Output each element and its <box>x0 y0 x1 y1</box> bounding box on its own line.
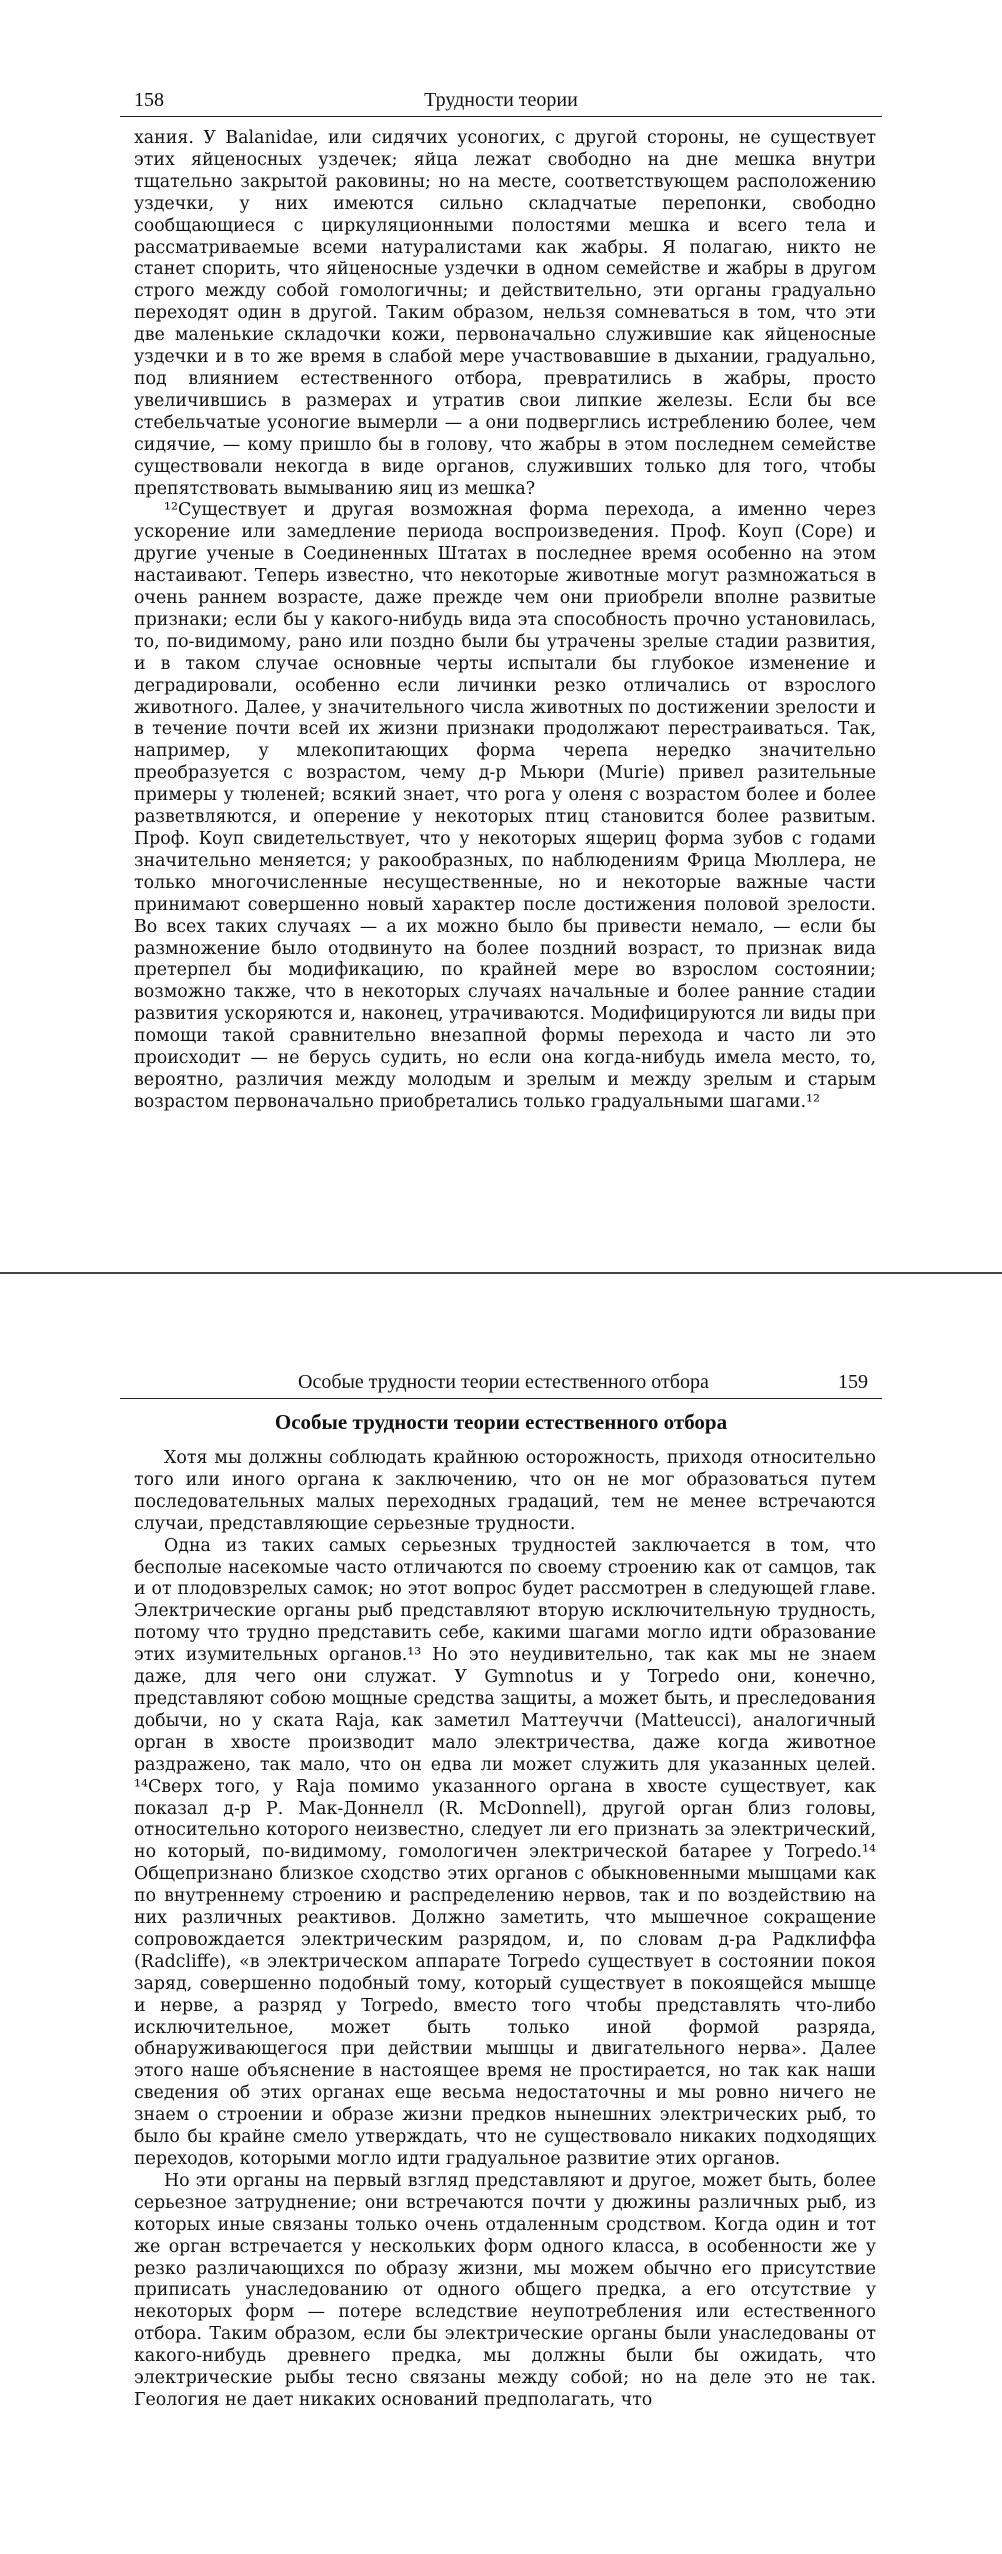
paragraph: хания. У Balanidae, или сидячих усоногих, с другой стороны, не существует этих яйценосных уздечек; яйца лежат свободно на дне мешка внутри тщательно закрытой раковины; но на месте, соответствующем расположению уздечки, у них имеются сильно складчатые перепонки, свободно сообщающиеся с циркуляционными полостями мешка и всего тела и рассматриваемые всеми натуралистами как жабры. Я полагаю, никто не станет спорить, что яйценосные уздечки в одном семействе и жабры в другом строго между собой гомологичны; и действительно, эти органы градуально переходят один в другой. Таким образом, нельзя сомневаться в том, что эти две маленькие складочки кожи, первоначально служившие как яйценосные уздечки и в то же время в слабой мере участвовавшие в дыхании, градуально, под влиянием естественного отбора, превратились в жабры, просто увеличившись в размерах и утратив свои липкие железы. Если бы все стебельчатые усоногие вымерли — а они подверглись истреблению более, чем сидячие, — кому пришло бы в голову, что жабры в этом последнем семействе существовали некогда в виде органов, служивших только для того, чтобы препятствовать вымыванию яиц из мешка? <box>134 128 876 499</box>
body-text <box>134 128 876 1114</box>
page-158 <box>0 0 1002 1272</box>
paragraph: Одна из таких самых серьезных трудностей заключается в том, что бесполые насекомые часто отличаются по своему строению как от самцов, так и от плодовзрелых самок; но этот вопрос будет рассмотрен в следующей главе. Электрические органы рыб представляют вторую исключительную трудность, потому что трудно представить себе, какими шагами могло идти образование этих изумительных органов.¹³ Но это неудивительно, так как мы не знаем даже, для чего они служат. У Gymnotus и у Torpedo они, конечно, представляют собою мощные средства защиты, а может быть, и преследования добычи, но у ската Raja, как заметил Маттеуччи (Matteucci), аналогичный орган в хвосте производит мало электричества, даже когда животное раздражено, так мало, что он едва ли может служить для указанных целей. ¹⁴Сверх того, у Raja помимо указанного органа в хвосте существует, как показал д-р Р. Мак-Доннелл (R. McDonnell), другой орган близ головы, относительно которого неизвестно, следует ли его признать за электрический, но который, по-видимому, гомологичен электрической батарее у Torpedo.¹⁴ Общепризнано близкое сходство этих органов с обыкновенными мышцами как по внутреннему строению и распределению нервов, так и по воздействию на них различных реактивов. Должно заметить, что мышечное сокращение сопровождается электрическим разрядом, и, по словам д-ра Радклиффа (Radcliffe), «в электрическом аппарате Torpedo существует в состоянии покоя заряд, совершенно подобный тому, который существует в покоящейся мышце и нерве, а разряд у Torpedo, вместо того чтобы представлять что-либо исключительное, может быть только иной формой разряда, обнаруживающегося при действии мышцы и двигательного нерва». Далее этого наше объяснение в настоящее время не простирается, но так как наши сведения об этих органах еще весьма недостаточны и мы ровно ничего не знаем о строении и образе жизни предков нынешних электрических рыб, то было бы крайне смело утверждать, что не существовало никаких подходящих переходов, которыми могло идти градуальное развитие этих органов. <box>134 1535 876 2169</box>
section-title: Особые трудности теории естественного отбора <box>274 1410 728 1434</box>
paragraph: ¹²Существует и другая возможная форма перехода, а именно через ускорение или замедление периода воспроизведения. Проф. Коуп (Cope) и другие ученые в Соединенных Штатах в последнее время особенно на этом настаивают. Теперь известно, что некоторые животные могут размножаться в очень раннем возрасте, даже прежде чем они приобрели вполне развитые признаки; если бы у какого-нибудь вида эта способность прочно установилась, то, по-видимому, рано или поздно были бы утрачены зрелые стадии развития, и в таком случае основные черты испытали бы глубокое изменение и деградировали, особенно если личинки резко отличались от взрослого животного. Далее, у значительного числа животных по достижении зрелости и в течение почти всей их жизни признаки продолжают перестраиваться. Так, например, у млекопитающих форма черепа нередко значительно преобразуется с возрастом, чему д-р Мьюри (Murie) привел разительные примеры у тюленей; всякий знает, что рога у оленя с возрастом более и более разветвляются, и оперение у некоторых птиц становится более развитым. Проф. Коуп свидетельствует, что у некоторых ящериц форма зубов с годами значительно меняется; у ракообразных, по наблюдениям Фрица Мюллера, не только многочисленные несущественные, но и некоторые важные части принимают совершенно новый характер после достижения половой зрелости. Во всех таких случаях — а их можно было бы привести немало, — если бы размножение было отодвинуто на более поздний возраст, то признак вида претерпел бы модификацию, по крайней мере во взрослом состоянии; возможно также, что в некоторых случаях начальные и более ранние стадии развития ускоряются и, наконец, утрачиваются. Модифицируются ли виды при помощи такой сравнительно внезапной формы перехода и часто ли это происходит — не берусь судить, но если она когда-нибудь имела место, то, вероятно, различия между молодым и зрелым и между зрелым и старым возрастом первоначально приобретались только градуальными шагами.¹² <box>134 500 876 1112</box>
running-title: Особые трудности теории естественного отбора <box>298 1371 709 1393</box>
page-separator <box>0 1272 1002 1304</box>
page-number: 159 <box>838 1371 868 1393</box>
paragraph: Но эти органы на первый взгляд представляют и другое, может быть, более серьезное затруднение; они встречаются почти у дюжины различных рыб, из которых иные связаны только очень отдаленным сродством. Когда один и тот же орган встречается у нескольких форм одного класса, в особенности же у резко различающихся по образу жизни, мы можем обычно его присутствие приписать унаследованию от одного общего предка, а его отсутствие у некоторых форм — потере вследствие неупотребления или естественного отбора. Таким образом, если бы электрические органы были унаследованы от какого-нибудь древнего предка, мы должны были бы ожидать, что электрические рыбы тесно связаны между собой; но на деле это не так. Геология не дает никаких оснований предполагать, что <box>134 2170 876 2410</box>
running-head <box>120 1368 882 1399</box>
body-text <box>134 1448 876 2412</box>
page-number: 158 <box>134 89 164 111</box>
running-title: Трудности теории <box>424 89 578 111</box>
paragraph: Хотя мы должны соблюдать крайнюю осторожность, приходя относительно того или иного органа к заключению, что он не мог образоваться путем последовательных малых переходных градаций, тем не менее встречаются случаи, представляющие серьезные трудности. <box>134 1448 876 1534</box>
page-159 <box>0 1302 1002 2554</box>
running-head <box>120 86 882 117</box>
